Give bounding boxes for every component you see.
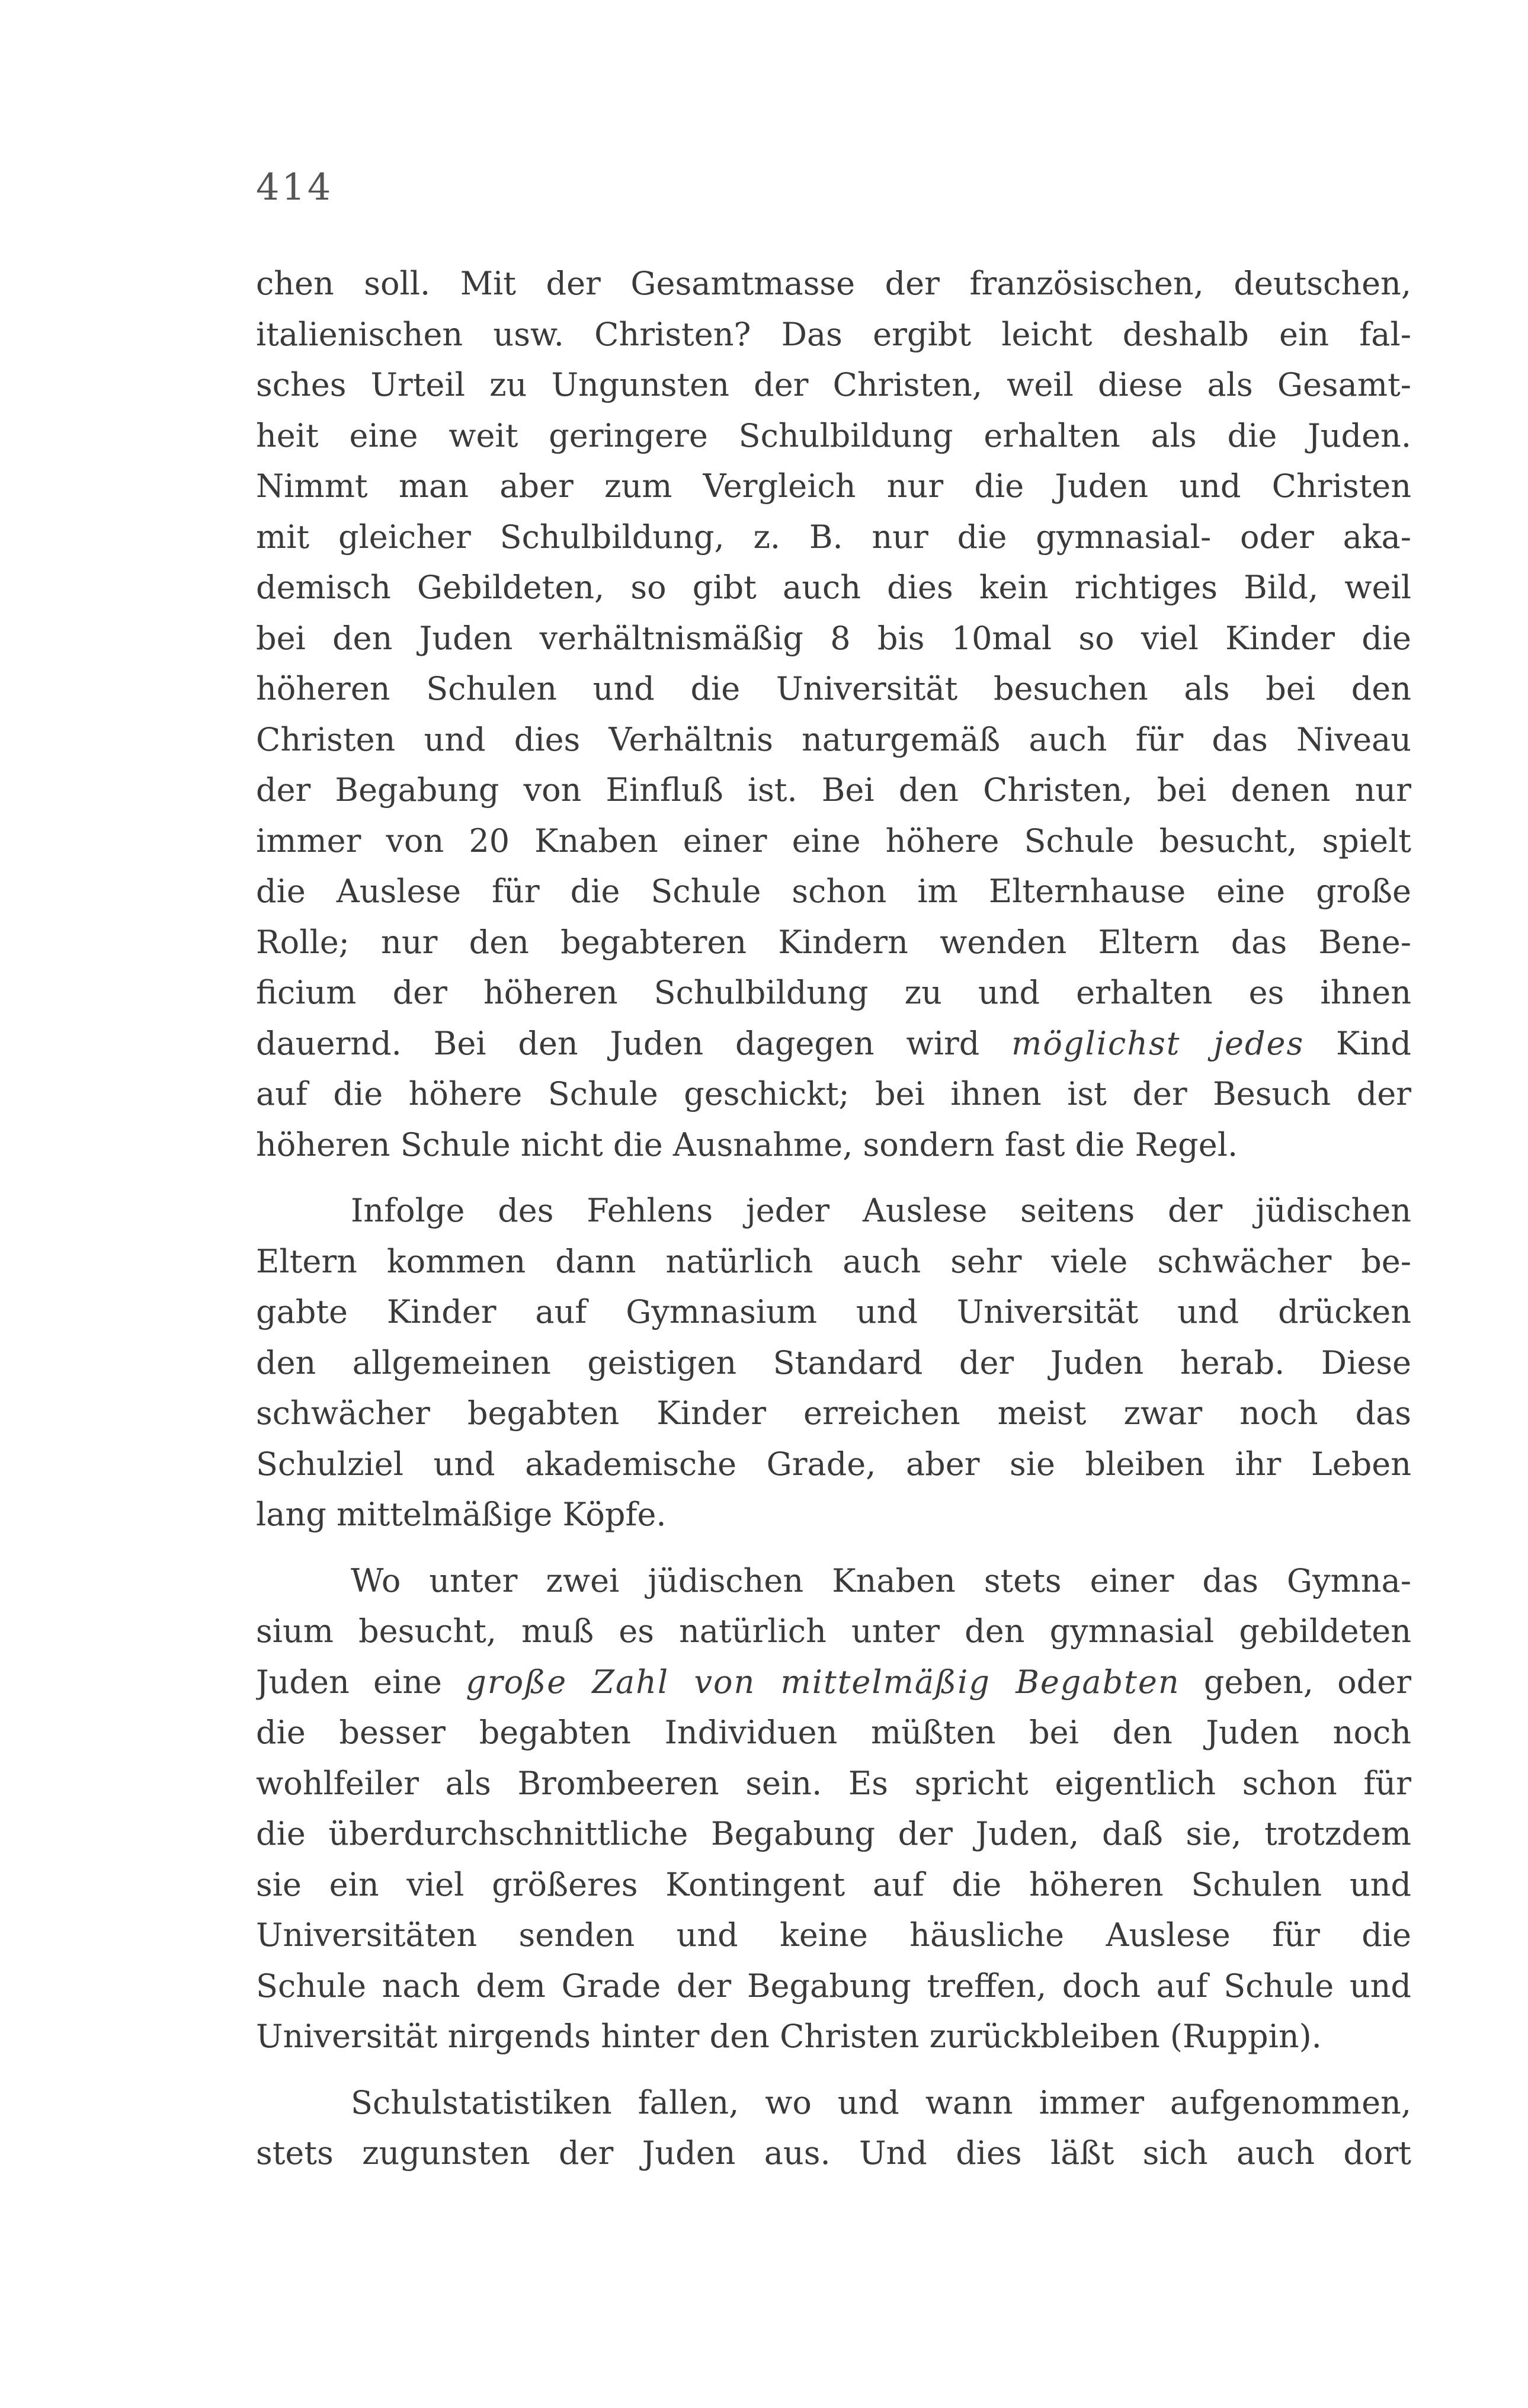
paragraph-1 [256,258,1411,1170]
paragraph-2 [256,1185,1411,1540]
text-line: demisch Gebildeten, so gibt auch dies kein richtiges Bild, weil [256,569,1411,606]
text-line: wohlfeiler als Brombeeren sein. Es spricht eigentlich schon für [256,1764,1411,1802]
text-line: chen soll. Mit der Gesamtmasse der französischen, deutschen, [256,265,1411,302]
text-line: Christen und dies Verhältnis naturgemäß auch für das Niveau [256,720,1411,758]
text-line-with-emphasis [256,1018,1411,1069]
page-number: 414 [256,165,334,209]
text-line: der Begabung von Einfluß ist. Bei den Christen, bei denen nur [256,771,1411,809]
text-line: lang mittelmäßige Köpfe. [256,1496,667,1533]
text-line: höheren Schulen und die Universität besuchen als bei den [256,670,1411,707]
text-line: mit gleicher Schulbildung, z. B. nur die gymnasial- oder aka- [256,518,1411,556]
text-line: sie ein viel größeres Kontingent auf die höheren Schulen und [256,1865,1411,1903]
text-segment: Juden eine [256,1663,442,1701]
emphasized-text: große Zahl von mittelmäßig Begabten [466,1663,1180,1701]
text-line: Wo unter zwei jüdischen Knaben stets einer das Gymna- [351,1561,1411,1599]
text-line-with-emphasis [256,1657,1411,1708]
text-line: sium besucht, muß es natürlich unter den gymnasial gebildeten [256,1612,1411,1650]
text-line: Universität nirgends hinter den Christen zurückbleiben (Ruppin). [256,2018,1322,2055]
paragraph-4 [256,2077,1411,2179]
text-line: gabte Kinder auf Gymnasium und Universität und drücken [256,1293,1411,1330]
text-segment: Kind [1336,1024,1411,1062]
text-line: heit eine weit geringere Schulbildung erhalten als die Juden. [256,416,1411,454]
text-line: die überdurchschnittliche Begabung der Juden, daß sie, trotzdem [256,1815,1411,1852]
text-line: Nimmt man aber zum Vergleich nur die Juden und Christen [256,467,1411,505]
text-segment: geben, oder [1203,1663,1411,1701]
text-line: Universitäten senden und keine häusliche Auslese für die [256,1916,1411,1954]
text-line: Rolle; nur den begabteren Kindern wenden Eltern das Bene- [256,923,1411,961]
paragraph-3 [256,1556,1411,2062]
text-line: die besser begabten Individuen müßten bei den Juden noch [256,1714,1411,1751]
text-line: auf die höhere Schule geschickt; bei ihnen ist der Besuch der [256,1075,1411,1112]
text-line: den allgemeinen geistigen Standard der Juden herab. Diese [256,1344,1411,1381]
body-text [256,258,1411,2179]
text-line: Schulziel und akademische Grade, aber sie bleiben ihr Leben [256,1445,1411,1483]
text-line: bei den Juden verhältnismäßig 8 bis 10mal so viel Kinder die [256,619,1411,657]
emphasized-text: möglichst jedes [1011,1024,1305,1062]
text-line: ficium der höheren Schulbildung zu und erhalten es ihnen [256,974,1411,1011]
text-line: die Auslese für die Schule schon im Elternhause eine große [256,873,1411,910]
text-segment: dauernd. Bei den Juden dagegen wird [256,1024,980,1062]
text-line: sches Urteil zu Ungunsten der Christen, weil diese als Gesamt- [256,366,1411,403]
text-line: Schule nach dem Grade der Begabung treffen, doch auf Schule und [256,1967,1411,2005]
text-line: italienischen usw. Christen? Das ergibt leicht deshalb ein fal- [256,315,1411,353]
text-line: Schulstatistiken fallen, wo und wann immer aufgenommen, [351,2083,1411,2121]
text-line: schwächer begabten Kinder erreichen meist zwar noch das [256,1394,1411,1432]
text-line: stets zugunsten der Juden aus. Und dies läßt sich auch dort [256,2134,1411,2172]
text-line: Eltern kommen dann natürlich auch sehr viele schwächer be- [256,1242,1411,1280]
text-line: immer von 20 Knaben einer eine höhere Schule besucht, spielt [256,822,1411,860]
text-line: Infolge des Fehlens jeder Auslese seitens der jüdischen [351,1192,1411,1229]
text-line: höheren Schule nicht die Ausnahme, sondern fast die Regel. [256,1126,1238,1163]
